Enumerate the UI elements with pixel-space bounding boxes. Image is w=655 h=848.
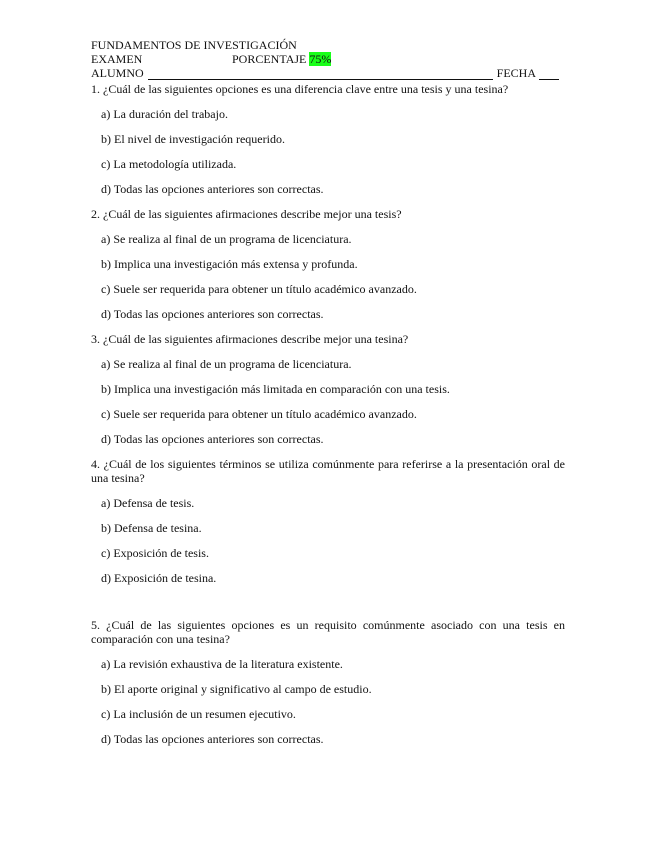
spacer bbox=[91, 585, 565, 618]
question-text: 5. ¿Cuál de las siguientes opciones es un requisito comúnmente asociado con una tesis en comparación con una tesina? bbox=[91, 618, 565, 646]
question-list bbox=[91, 82, 565, 746]
percentage bbox=[232, 52, 331, 66]
question-text: 3. ¿Cuál de las siguientes afirmaciones describe mejor una tesina? bbox=[91, 332, 409, 346]
answer-option[interactable]: b) Implica una investigación más limitada en comparación con una tesis. bbox=[101, 382, 450, 396]
answer-option[interactable]: a) Se realiza al final de un programa de licenciatura. bbox=[101, 357, 352, 371]
answer-option[interactable]: c) Suele ser requerida para obtener un título académico avanzado. bbox=[101, 282, 417, 296]
answer-option[interactable]: d) Todas las opciones anteriores son correctas. bbox=[101, 732, 324, 746]
student-name-field[interactable] bbox=[148, 68, 493, 80]
exam-page bbox=[91, 38, 565, 746]
question-text: 2. ¿Cuál de las siguientes afirmaciones describe mejor una tesis? bbox=[91, 207, 402, 221]
answer-option[interactable]: d) Exposición de tesina. bbox=[101, 571, 217, 585]
course-title: FUNDAMENTOS DE INVESTIGACIÓN bbox=[91, 38, 297, 52]
answer-option[interactable]: d) Todas las opciones anteriores son correctas. bbox=[101, 432, 324, 446]
student-label: ALUMNO bbox=[91, 66, 144, 80]
answer-option[interactable]: c) Exposición de tesis. bbox=[101, 546, 209, 560]
question-text: 1. ¿Cuál de las siguientes opciones es una diferencia clave entre una tesis y una tesina? bbox=[91, 82, 509, 96]
date-field[interactable] bbox=[539, 68, 559, 80]
exam-header-line bbox=[91, 52, 565, 66]
answer-option[interactable]: c) Suele ser requerida para obtener un título académico avanzado. bbox=[101, 407, 417, 421]
answer-option[interactable]: b) Implica una investigación más extensa y profunda. bbox=[101, 257, 358, 271]
question-text: 4. ¿Cuál de los siguientes términos se utiliza comúnmente para referirse a la presentación oral de una tesina? bbox=[91, 457, 565, 485]
answer-option[interactable]: b) Defensa de tesina. bbox=[101, 521, 202, 535]
percentage-value: 75% bbox=[309, 52, 332, 66]
answer-option[interactable]: a) La duración del trabajo. bbox=[101, 107, 228, 121]
date-label: FECHA bbox=[496, 66, 537, 80]
answer-option[interactable]: a) Se realiza al final de un programa de licenciatura. bbox=[101, 232, 352, 246]
answer-option[interactable]: c) La inclusión de un resumen ejecutivo. bbox=[101, 707, 296, 721]
exam-label: EXAMEN bbox=[91, 52, 143, 66]
answer-option[interactable]: b) El nivel de investigación requerido. bbox=[101, 132, 285, 146]
student-line bbox=[91, 66, 565, 80]
answer-option[interactable]: c) La metodología utilizada. bbox=[101, 157, 237, 171]
answer-option[interactable]: b) El aporte original y significativo al campo de estudio. bbox=[101, 682, 372, 696]
answer-option[interactable]: a) Defensa de tesis. bbox=[101, 496, 195, 510]
percentage-label: PORCENTAJE bbox=[232, 52, 307, 66]
answer-option[interactable]: d) Todas las opciones anteriores son correctas. bbox=[101, 307, 324, 321]
answer-option[interactable]: d) Todas las opciones anteriores son correctas. bbox=[101, 182, 324, 196]
answer-option[interactable]: a) La revisión exhaustiva de la literatura existente. bbox=[101, 657, 343, 671]
